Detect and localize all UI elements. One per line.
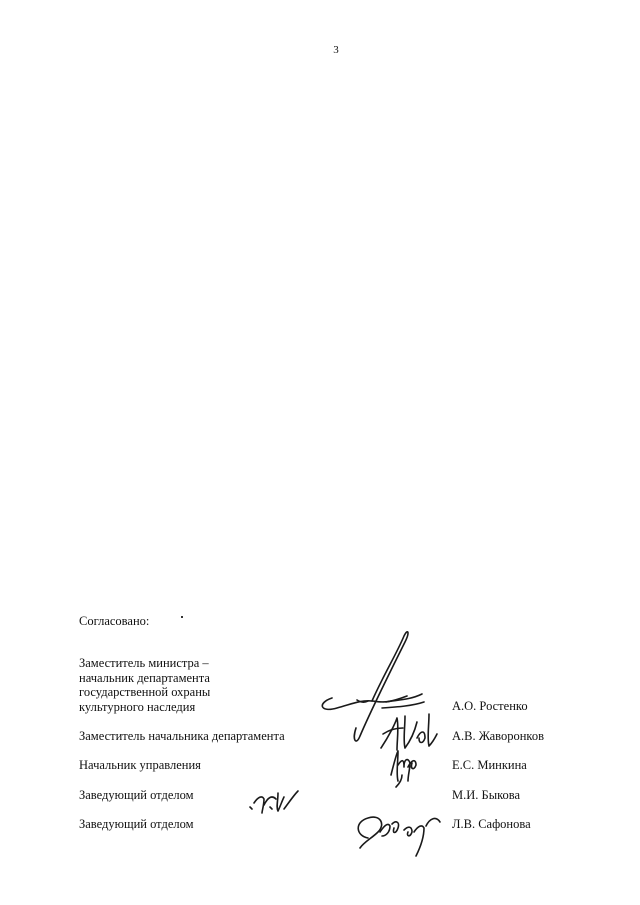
stray-mark [181, 616, 183, 618]
signature-minkina [386, 745, 422, 790]
signatory-title-line: Заместитель начальника департамента [79, 729, 285, 743]
signatory-title-line: Начальник управления [79, 758, 201, 772]
signatory-title-5 [79, 817, 194, 832]
signature-bykova [246, 785, 304, 817]
signature-safonova [350, 808, 445, 860]
signatory-title-line: Заведующий отделом [79, 817, 194, 831]
signatory-title-3 [79, 758, 201, 773]
signatory-title-line: Заведующий отделом [79, 788, 194, 802]
signatory-name-3: Е.С. Минкина [452, 758, 527, 772]
signatory-title-1 [79, 656, 210, 714]
signatory-title-line: государственной охраны [79, 685, 211, 699]
signatory-name-1: А.О. Ростенко [452, 699, 528, 713]
signatory-name-2: А.В. Жаворонков [452, 729, 545, 743]
approval-heading: Согласовано: [79, 614, 150, 628]
signatory-name-4: М.И. Быкова [452, 788, 521, 802]
signatory-title-2 [79, 729, 285, 744]
signatory-name-5: Л.В. Сафонова [452, 817, 531, 831]
page-number: 3 [333, 44, 339, 56]
signatory-title-4 [79, 788, 194, 803]
signatory-title-line: начальник департамента [79, 670, 210, 685]
signatory-title-line: Заместитель министра – [79, 656, 209, 670]
signatory-title-line: культурного наследия [79, 699, 196, 714]
